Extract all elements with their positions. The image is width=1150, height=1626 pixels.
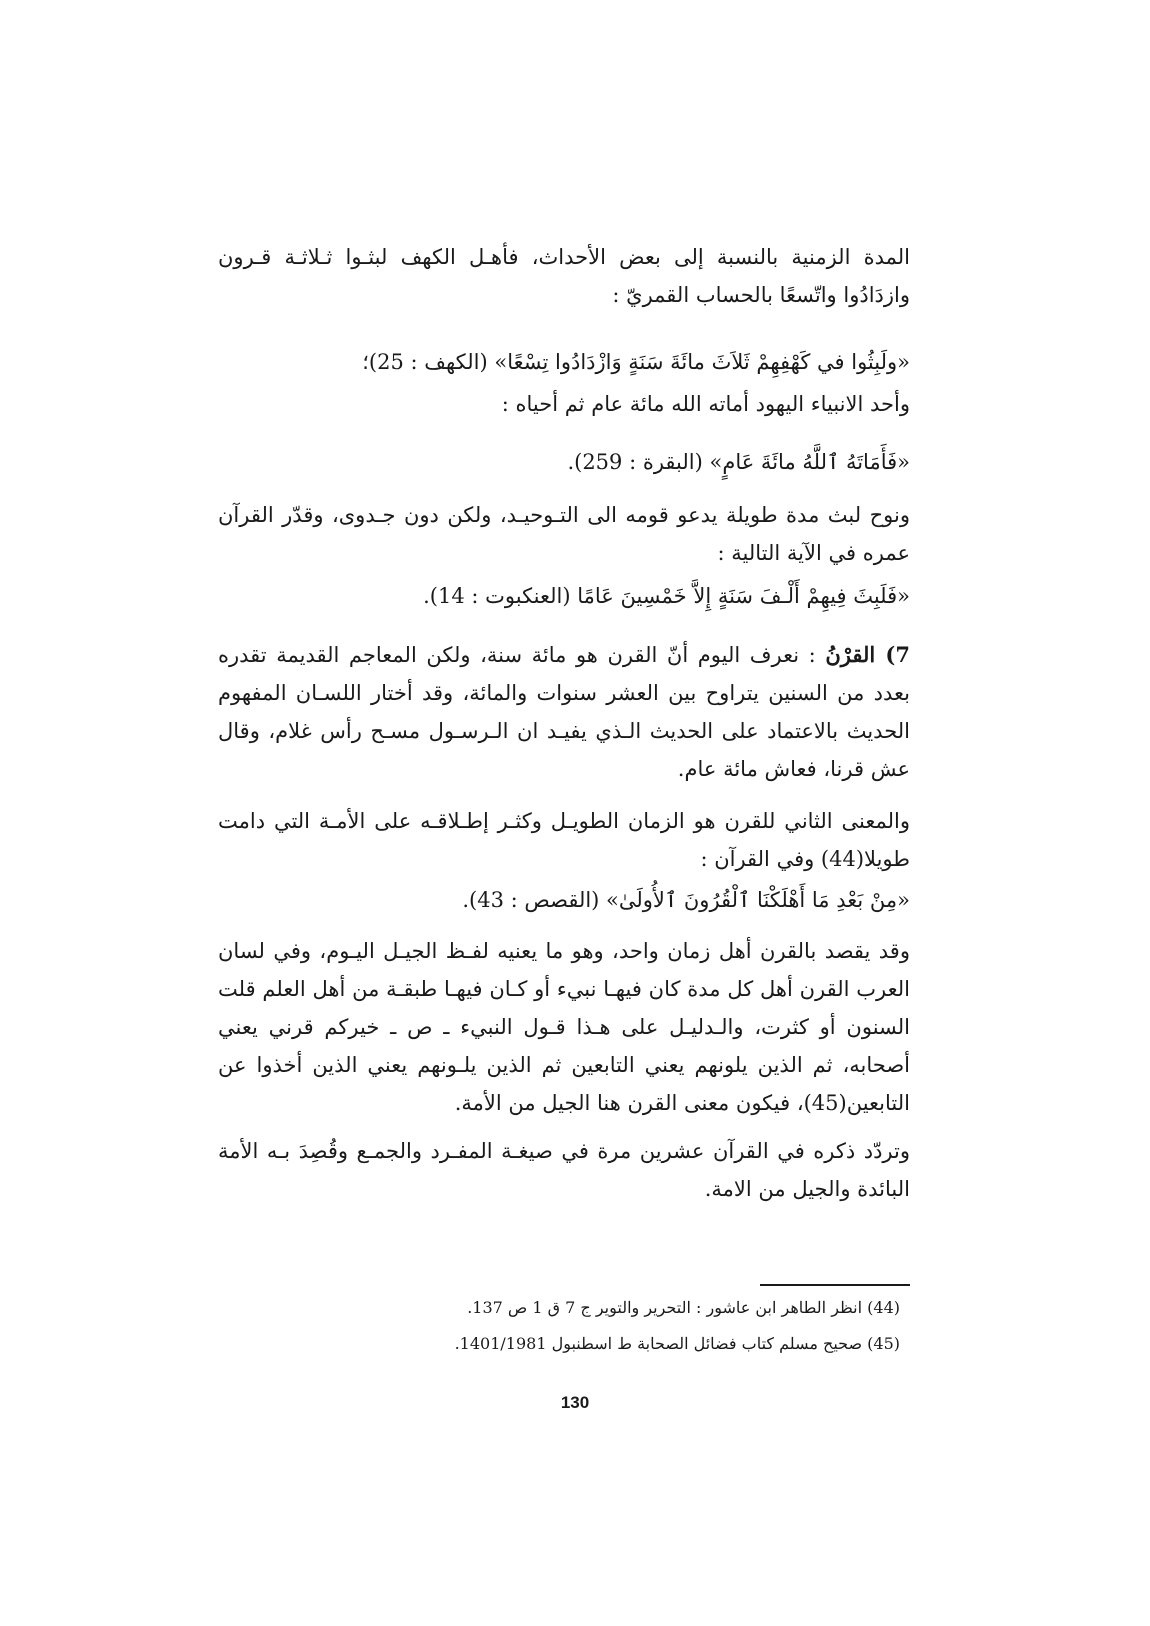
quote-al-kahf: «ولَبِثُوا في كَهْفِهِمْ ثَلاَثَ مائَةَ سَنَةٍ وَازْدَادُوا تِسْعًا» (الكهف : 25)؛ [362,350,910,374]
paragraph-qarn-definition [218,636,910,788]
footnote-45: (45) صحيح مسلم كتاب فضائل الصحابة ط اسطنبول 1401/1981. [454,1334,900,1353]
section-heading-qarn: 7) القرْنُ [825,642,910,667]
paragraph-noah: ونوح لبث مدة طويلة يدعو قومه الى التـوحيـد، ولكن دون جـدوى، وقدّر القرآن عمره في الآية التالية : [218,503,910,565]
paragraph-second-meaning: والمعنى الثاني للقرن هو الزمان الطويـل وكثـر إطـلاقـه على الأمـة التي دامت طويلا(44) وفي القرآن : [218,809,910,871]
quote-al-ankabut: «فَلَبِثَ فِيهِمْ أَلْـفَ سَنَةٍ إِلاَّ خَمْسِينَ عَامًا (العنكبوت : 14). [423,584,910,608]
quote-al-qasas: «مِنْ بَعْدِ مَا أَهْلَكْنَا ٱلْقُرُونَ ٱلأُولَىٰ» (القصص : 43). [462,888,910,912]
footnote-44: (44) انظر الطاهر ابن عاشور : التحرير والتوير ج 7 ق 1 ص 137. [467,1298,900,1317]
quote-al-baqara: «فَأَمَاتَهُ ٱللَّهُ مائَةَ عَامٍ» (البقرة : 259). [567,450,910,474]
paragraph-quran-occurrences: وتردّد ذكره في القرآن عشرين مرة في صيغـة المفـرد والجمـع وقُصِدَ بـه الأمة البائدة والجيل من الامة. [218,1139,910,1201]
paragraph-qarn-body: : نعرف اليوم أنّ القرن هو مائة سنة، ولكن المعاجم القديمة تقدره بعدد من السنين يتراوح بين العشر سنوات والمائة، وقد أختار اللسـان المفهوم الحديث بالاعتماد على الحديث الـذي يفيـد ان الـرسـول مسـح رأس غلام، وقال عش قرنا، فعاش مائة عام. [218,643,910,781]
paragraph-prophet-of-israel: وأحد الانبياء اليهود أماته الله مائة عام ثم أحياه : [501,392,910,416]
paragraph-generation-meaning: وقد يقصد بالقرن أهل زمان واحد، وهو ما يعنيه لفـظ الجيـل اليـوم، وفي لسان العرب القرن أهل كل مدة كان فيهـا نبيء أو كـان فيهـا طبقـة من أهل العلم قلت السنون أو كثرت، والـدليـل على هـذا قـول النبيء ـ ص ـ خيركم قرني يعني أصحابه، ثم الذين يلونهم يعني التابعين ثم الذين يلـونهم يعني الذين أخذوا عن التابعين(45)، فيكون معنى القرن هنا الجيل من الأمة. [218,939,910,1115]
page-number: 130 [560,1393,590,1412]
paragraph-people-of-the-cave: المدة الزمنية بالنسبة إلى بعض الأحداث، فأهـل الكهف لبثـوا ثـلاثـة قـرون وازدَادُوا واتّسعًا بالحساب القمريّ : [218,245,910,307]
footnote-divider [760,1284,910,1286]
